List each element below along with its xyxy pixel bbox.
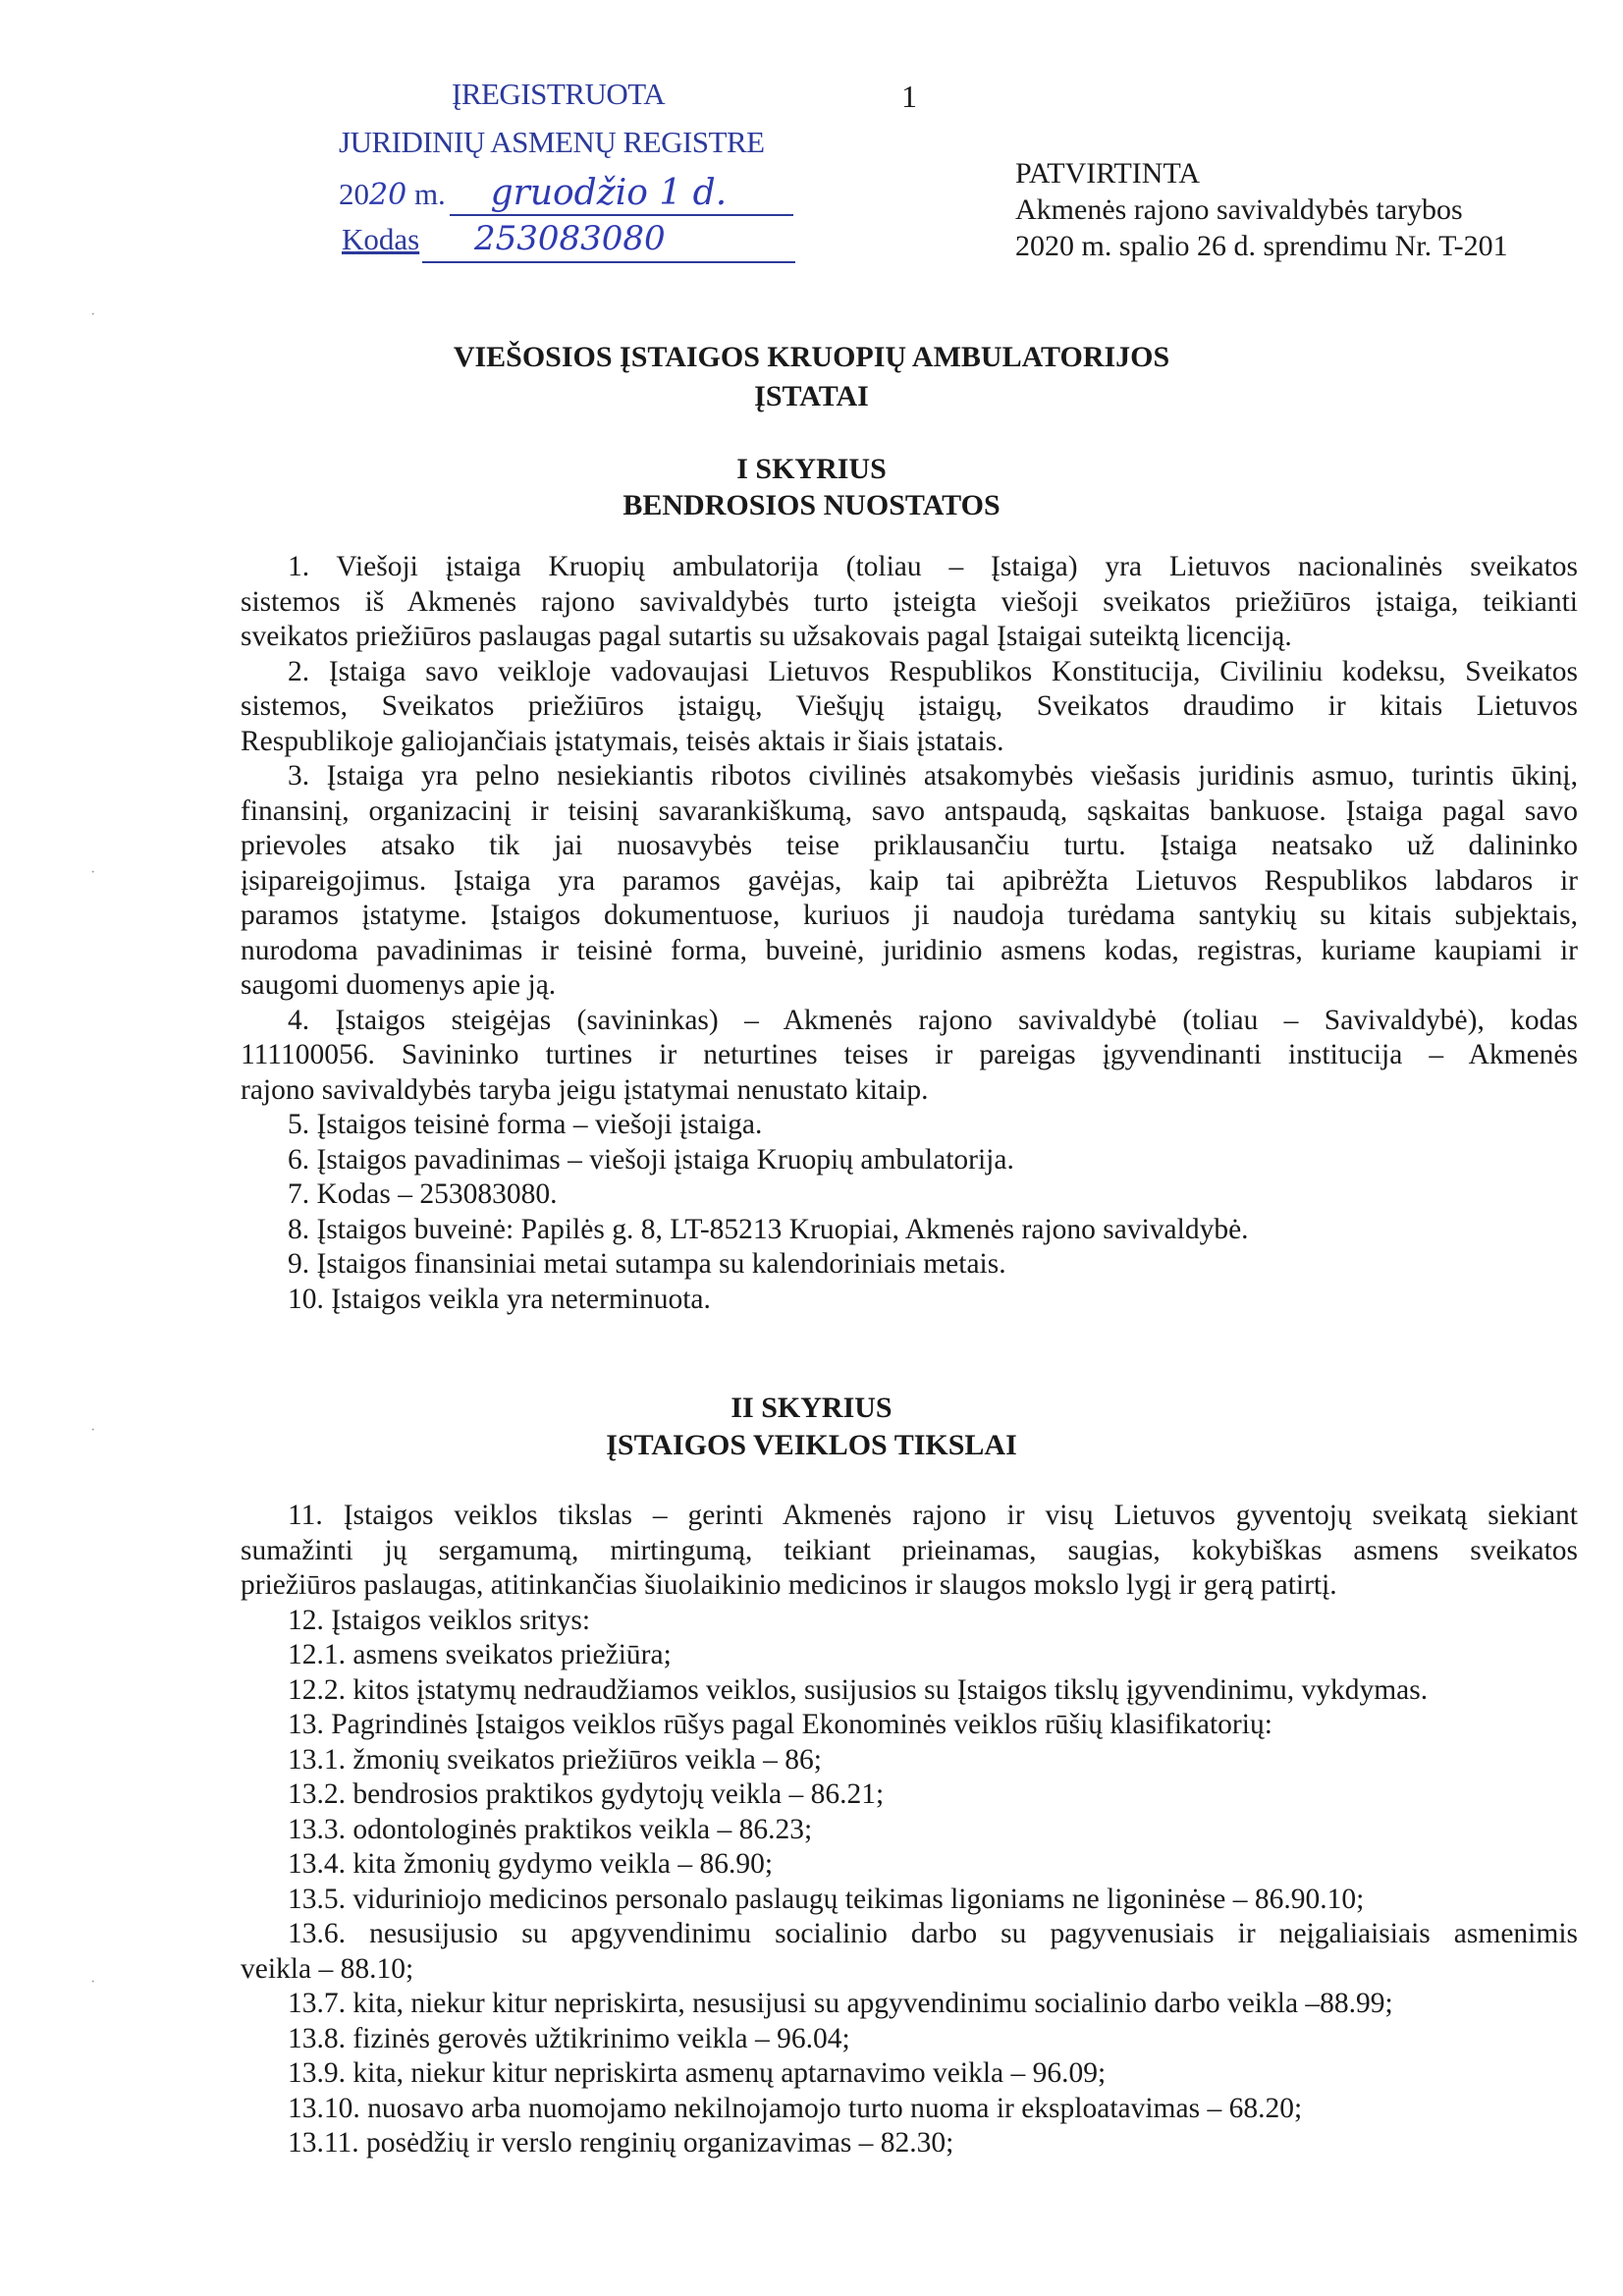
paragraph-12-2: 12.2. kitos įstatymų nedraudžiamos veiklos, susijusios su Įstaigos tikslų įgyvendinimu, vykdymas. [288, 1673, 1429, 1706]
paragraph-9: 9. Įstaigos finansiniai metai sutampa su kalendoriniais metais. [288, 1248, 1006, 1280]
stamp-code-line [342, 219, 666, 258]
paragraph-11 [241, 1499, 1578, 1604]
stamp-code-label: Kodas [342, 222, 420, 256]
paragraph-4-line: rajono savivaldybės taryba jeigu įstatymai nenustato kitaip. [241, 1073, 929, 1106]
paragraph-11-line: sumažinti jų sergamumą, mirtingumą, teikiant prieinamas, saugias, kokybiškas asmens sveikatos [241, 1534, 1578, 1566]
approval-decision: 2020 m. spalio 26 d. sprendimu Nr. T-201 [1015, 230, 1508, 262]
paragraph-13-6-line: veikla – 88.10; [241, 1952, 414, 1985]
chapter-1-name: BENDROSIOS NUOSTATOS [622, 489, 1001, 521]
paragraph-4 [241, 1004, 1578, 1109]
scan-mark: · [90, 1974, 96, 1991]
document-title-line2: ĮSTATAI [754, 380, 869, 412]
scan-mark: · [90, 1422, 96, 1439]
paragraph-1-line: sistemos iš Akmenės rajono savivaldybės turto įsteigta viešoji sveikatos priežiūros įstaiga, teikianti [241, 585, 1578, 618]
paragraph-13-9: 13.9. kita, niekur kitur nepriskirta asmenų aptarnavimo veikla – 96.09; [288, 2057, 1107, 2089]
chapter-1-number: I SKYRIUS [736, 453, 887, 485]
paragraph-2 [241, 655, 1578, 760]
paragraph-3-line: saugomi duomenys apie ją. [241, 969, 557, 1001]
paragraph-7: 7. Kodas – 253083080. [288, 1178, 558, 1210]
scan-mark: · [90, 864, 96, 881]
paragraph-3-line: 3. Įstaiga yra pelno nesiekiantis ribotos civilinės atsakomybės viešasis juridinis asmuo, turintis ūkinį, [288, 760, 1578, 792]
stamp-code-underline [422, 261, 795, 263]
paragraph-13-3: 13.3. odontologinės praktikos veikla – 86.23; [288, 1813, 813, 1845]
approval-block [1015, 155, 1508, 264]
stamp-registry-label: JURIDINIŲ ASMENŲ REGISTRE [339, 125, 765, 159]
paragraph-3-line: nurodoma pavadinimas ir teisinė forma, buveinė, juridinio asmens kodas, registras, kuriame kaupiami ir [241, 934, 1578, 966]
paragraph-1-line: sveikatos priežiūros paslaugas pagal sutartis su užsakovais pagal Įstaigai suteiktą licenciją. [241, 621, 1292, 652]
paragraph-6: 6. Įstaigos pavadinimas – viešoji įstaiga Kruopių ambulatorija. [288, 1143, 1014, 1175]
paragraph-13-8: 13.8. fizinės gerovės užtikrinimo veikla – 96.04; [288, 2022, 850, 2054]
paragraph-1-line: 1. Viešoji įstaiga Kruopių ambulatorija (toliau – Įstaiga) yra Lietuvos nacionalinės sveikatos [288, 551, 1578, 582]
paragraph-2-line: Respublikoje galiojančiais įstatymais, teisės aktais ir šiais įstatais. [241, 725, 1004, 757]
paragraph-11-line: priežiūros paslaugas, atitinkančias šiuolaikinio medicinos ir slaugos mokslo lygį ir gerą patirtį. [241, 1569, 1337, 1601]
paragraph-12: 12. Įstaigos veiklos sritys: [288, 1604, 591, 1636]
paragraph-12-1: 12.1. asmens sveikatos priežiūra; [288, 1639, 672, 1670]
paragraph-13-2: 13.2. bendrosios praktikos gydytojų veikla – 86.21; [288, 1778, 885, 1810]
paragraph-4-line: 4. Įstaigos steigėjas (savininkas) – Akmenės rajono savivaldybė (toliau – Savivaldybė), kodas [288, 1004, 1578, 1036]
approval-title: PATVIRTINTA [1015, 157, 1201, 190]
chapter-1-body [241, 550, 1578, 1317]
stamp-code-handwritten: 253083080 [473, 219, 666, 258]
stamp-year-suffix: m. [406, 177, 446, 211]
chapter-2-body [241, 1499, 1578, 2161]
paragraph-3-line: prievoles atsako tik jai nuosavybės teise priklausančiu turtu. Įstaiga neatsako už dalininko [241, 830, 1578, 861]
paragraph-3-line: įsipareigojimus. Įstaiga yra paramos gavėjas, kaip tai apibrėžta Lietuvos Respublikos labdaros ir [241, 864, 1578, 897]
paragraph-3-line: finansinį, organizacinį ir teisinį savarankiškumą, savo antspaudą, sąskaitas bankuose. Įstaiga pagal savo [241, 794, 1578, 827]
paragraph-2-line: sistemos, Sveikatos priežiūros įstaigų, Viešųjų įstaigų, Sveikatos draudimo ir kitais Lietuvos [241, 690, 1578, 722]
paragraph-13-1: 13.1. žmonių sveikatos priežiūros veikla – 86; [288, 1743, 823, 1776]
paragraph-1 [241, 550, 1578, 655]
paragraph-11-line: 11. Įstaigos veiklos tikslas – gerinti Akmenės rajono ir visų Lietuvos gyventojų sveikatą siekiant [288, 1500, 1578, 1531]
stamp-date-line [339, 173, 736, 213]
chapter-2-number: II SKYRIUS [730, 1392, 893, 1424]
paragraph-13-6 [241, 1917, 1578, 1987]
stamp-year-handwritten: 20 [369, 178, 407, 212]
approval-authority: Akmenės rajono savivaldybės tarybos [1015, 193, 1463, 226]
paragraph-10: 10. Įstaigos veikla yra neterminuota. [288, 1283, 711, 1315]
paragraph-13-7: 13.7. kita, niekur kitur nepriskirta, nesusijusi su apgyvendinimu socialinio darbo veikla –88.99; [288, 1988, 1393, 2019]
paragraph-13-10: 13.10. nuosavo arba nuomojamo nekilnojamojo turto nuoma ir eksploatavimas – 68.20; [288, 2092, 1303, 2124]
stamp-date-underline [450, 214, 793, 216]
paragraph-8: 8. Įstaigos buveinė: Papilės g. 8, LT-85213 Kruopiai, Akmenės rajono savivaldybė. [288, 1213, 1249, 1245]
paragraph-13-11: 13.11. posėdžių ir verslo renginių organizavimas – 82.30; [288, 2127, 954, 2159]
document-title-line1: VIEŠOSIOS ĮSTAIGOS KRUOPIŲ AMBULATORIJOS [453, 341, 1170, 373]
paragraph-3 [241, 759, 1578, 1004]
paragraph-2-line: 2. Įstaiga savo veikloje vadovaujasi Lietuvos Respublikos Konstitucija, Civiliniu kodeksu, Sveikatos [288, 655, 1578, 687]
stamp-year-prefix: 20 [339, 177, 369, 211]
stamp-date-handwritten: gruodžio 1 d. [490, 173, 728, 213]
paragraph-13-6-line: 13.6. nesusijusio su apgyvendinimu socialinio darbo su pagyvenusiais ir neįgaliaisiais asmenimis [288, 1918, 1578, 1949]
paragraph-13-5: 13.5. viduriniojo medicinos personalo paslaugų teikimas ligoniams ne ligoninėse – 86.90.10; [288, 1883, 1365, 1915]
stamp-registered-label: ĮREGISTRUOTA [452, 77, 666, 111]
chapter-2-name: ĮSTAIGOS VEIKLOS TIKSLAI [606, 1429, 1017, 1461]
paragraph-4-line: 111100056. Savininko turtines ir neturtines teises ir pareigas įgyvendinanti institucija – Akmenės [241, 1039, 1578, 1070]
paragraph-13: 13. Pagrindinės Įstaigos veiklos rūšys pagal Ekonominės veiklos rūšių klasifikatorių: [288, 1709, 1272, 1740]
paragraph-13-4: 13.4. kita žmonių gydymo veikla – 86.90; [288, 1848, 774, 1880]
page-number: 1 [901, 79, 917, 114]
paragraph-3-line: paramos įstatyme. Įstaigos dokumentuose, kuriuos ji naudoja turėdama santykių su kitais subjektais, [241, 900, 1578, 931]
scan-mark: · [90, 306, 96, 323]
paragraph-5: 5. Įstaigos teisinė forma – viešoji įstaiga. [288, 1109, 763, 1140]
